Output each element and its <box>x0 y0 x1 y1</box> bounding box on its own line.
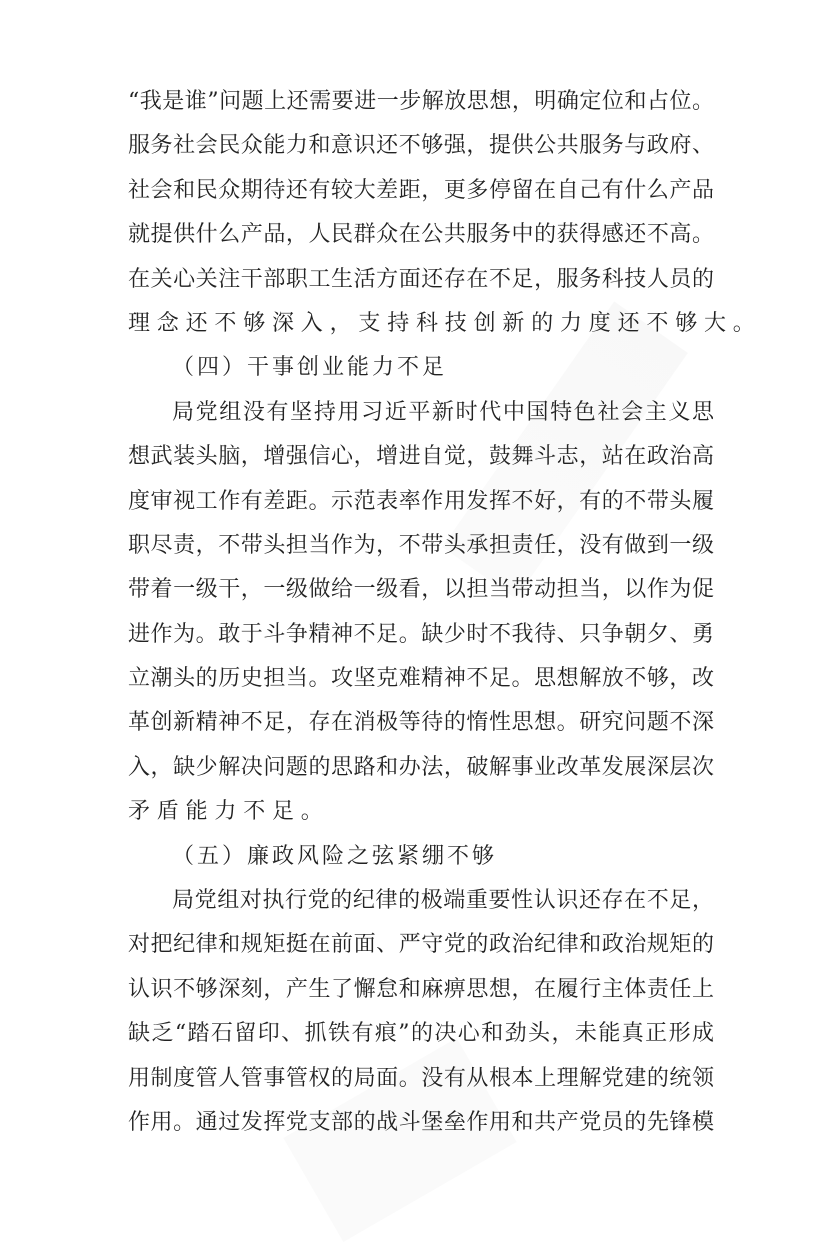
paragraph-line: 革创新精神不足，存在消极等待的惰性思想。研究问题不深 <box>128 710 714 736</box>
paragraph-line: 局党组没有坚持用习近平新时代中国特色社会主义思 <box>172 399 714 425</box>
paragraph-line: 局党组对执行党的纪律的极端重要性认识还存在不足， <box>172 888 714 914</box>
paragraph-line: 度审视工作有差距。示范表率作用发挥不好，有的不带头履 <box>128 488 714 514</box>
paragraph-line: 用制度管人管事管权的局面。没有从根本上理解党建的统领 <box>128 1065 714 1091</box>
paragraph-line: 立潮头的历史担当。攻坚克难精神不足。思想解放不够，改 <box>128 666 714 692</box>
paragraph-line: 认识不够深刻，产生了懈怠和麻痹思想，在履行主体责任上 <box>128 976 714 1002</box>
paragraph-line: 入，缺少解决问题的思路和办法，破解事业改革发展深层次 <box>128 754 714 780</box>
paragraph-line: 服务社会民众能力和意识还不够强，提供公共服务与政府、 <box>128 133 714 159</box>
section-heading: （五）廉政风险之弦紧绷不够 <box>172 843 498 869</box>
paragraph-line: 作用。通过发挥党支部的战斗堡垒作用和共产党员的先锋模 <box>128 1109 714 1135</box>
paragraph-line: 在关心关注干部职工生活方面还存在不足，服务科技人员的 <box>128 266 714 292</box>
paragraph-line: 矛盾能力不足。 <box>128 799 330 825</box>
paragraph-line: 对把纪律和规矩挺在前面、严守党的政治纪律和政治规矩的 <box>128 932 714 958</box>
paragraph-line: “我是谁”问题上还需要进一步解放思想，明确定位和占位。 <box>128 89 714 114</box>
paragraph-line: 职尽责，不带头担当作为，不带头承担责任，没有做到一级 <box>128 532 714 558</box>
section-heading: （四）干事创业能力不足 <box>172 355 448 381</box>
paragraph-line: 进作为。敢于斗争精神不足。缺少时不我待、只争朝夕、勇 <box>128 621 714 647</box>
paragraph-line: 带着一级干，一级做给一级看，以担当带动担当，以作为促 <box>128 577 714 603</box>
document-body <box>128 84 762 1149</box>
paragraph-line: 缺乏“踏石留印、抓铁有痕”的决心和劲头，未能真正形成 <box>128 1021 714 1047</box>
paragraph-line: 理念还不够深入，支持科技创新的力度还不够大。 <box>128 310 762 336</box>
paragraph-line: 想武装头脑，增强信心，增进自觉，鼓舞斗志，站在政治高 <box>128 444 714 470</box>
paragraph-line: 就提供什么产品，人民群众在公共服务中的获得感还不高。 <box>128 222 714 248</box>
paragraph-line: 社会和民众期待还有较大差距，更多停留在自己有什么产品 <box>128 177 714 203</box>
